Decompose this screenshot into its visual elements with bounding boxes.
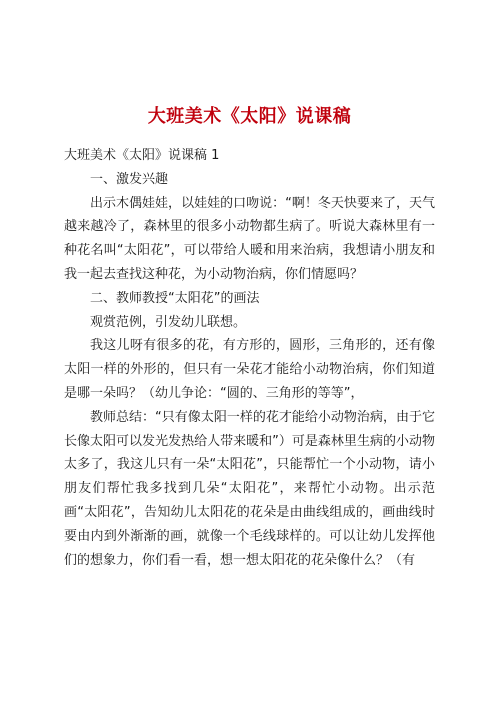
section-heading-1: 一、激发兴趣 bbox=[90, 171, 169, 187]
subtitle-paragraph: 大班美术《太阳》说课稿 1 bbox=[64, 148, 220, 163]
document-title: 大班美术《太阳》说课稿 bbox=[147, 106, 352, 127]
body-paragraph: 观赏范例，引发幼儿联想。 bbox=[90, 314, 247, 330]
body-paragraph: 教师总结：“只有像太阳一样的花才能给小动物治病，由于它长像太阳可以发光发热给人带来暖和”）可是森林里生病的小动物太多了，我这儿只有一朵“太阳花”，只能帮忙一个小动物，请小朋友们帮忙我多找到几朵“太阳花”，来帮忙小动物。出示范画“太阳花”，告知幼儿太阳花的花朵是由曲线组成的，画曲线时要由内到外渐渐的画，就像一个毛线球样的。可以让幼儿发挥他们的想象力，你们看一看，想一想太阳花的花朵像什么？（有 bbox=[64, 409, 435, 568]
document-body bbox=[64, 144, 435, 572]
body-paragraph: 我这儿呀有很多的花，有方形的，圆形，三角形的，还有像太阳一样的外形的，但只有一朵花才能给小动物治病，你们知道是哪一朵吗？（幼儿争论：“圆的、三角形的等等”， bbox=[64, 338, 435, 401]
section-heading-2: 二、教师教授“太阳花”的画法 bbox=[90, 290, 260, 306]
body-paragraph: 出示木偶娃娃，以娃娃的口吻说：“啊！冬天快要来了，天气越来越冷了，森林里的很多小动物都生病了。听说大森林里有一种花名叫“太阳花”，可以带给人暖和用来治病，我想请小朋友和我一起去查找这种花，为小动物治病，你们情愿吗？ bbox=[64, 195, 435, 282]
